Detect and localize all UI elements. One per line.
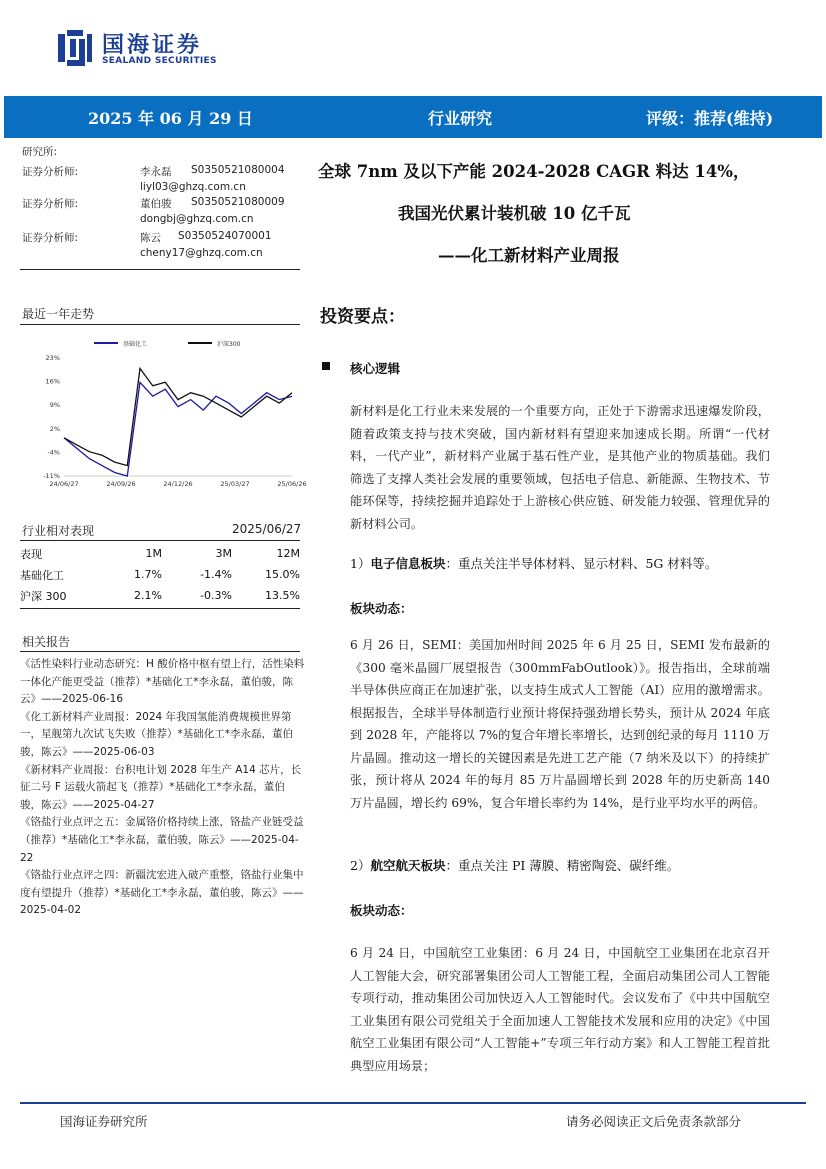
- core-logic-label: 核心逻辑: [350, 361, 401, 376]
- trend-section-title: 最近一年走势: [22, 307, 95, 321]
- divider: [20, 269, 300, 270]
- footer-divider: [20, 1102, 806, 1104]
- sector1-heading: [350, 554, 717, 572]
- sector2-name: 航空航天板块: [370, 858, 446, 873]
- logo-chinese-name: 国海证券: [102, 33, 203, 58]
- logo-english-name: SEALAND SECURITIES: [102, 56, 217, 66]
- footer-right-text: 请务必阅读正文后免责条款部分: [566, 1114, 742, 1129]
- company-logo-icon: [58, 30, 92, 66]
- table-header: 1M: [145, 547, 162, 560]
- analyst-role: 证券分析师:: [22, 166, 79, 178]
- table-cell: -0.3%: [200, 589, 232, 602]
- sector2-desc: ：重点关注 PI 薄膜、精密陶瓷、碳纤维。: [445, 858, 680, 873]
- related-report-item[interactable]: 《新材料产业周报：台积电计划 2028 年生产 A14 芯片，长征二号 F 运载火箭起飞（推荐）*基础化工*李永磊，董伯骏，陈云》——2025-04-27: [20, 763, 302, 811]
- analyst-email[interactable]: liyl03@ghzq.com.cn: [140, 181, 246, 193]
- performance-title: 行业相对表现: [22, 524, 95, 538]
- analyst-id: S0350524070001: [178, 230, 272, 242]
- performance-table: [20, 543, 300, 606]
- table-header-row: [20, 543, 300, 564]
- legend-label: 沪深300: [217, 341, 241, 348]
- x-tick-label: 24/06/27: [49, 480, 79, 488]
- header-banner: [4, 96, 822, 138]
- report-title-line1: 全球 7nm 及以下产能 2024-2028 CAGR 料达 14%，: [318, 162, 750, 181]
- y-tick-label: -11%: [43, 472, 60, 480]
- dynamics1-label: 板块动态：: [350, 601, 413, 616]
- table-cell: -1.4%: [200, 568, 232, 581]
- x-tick-label: 25/06/26: [277, 480, 307, 488]
- sector1-paragraph: 6 月 26 日，SEMI：美国加州时间 2025 年 6 月 25 日，SEMI 发布最新的《300 毫米晶圆厂展望报告（300mmFabOutlook）》。报告指出，全球前端半导体供应商正在加速扩张，以支持生成式人工智能（AI）应用的激增需求。根据报告，全球半导体制造行业预计将保持强劲增长势头，预计从 2024 年底到 2028 年，产能将以 7%的复合年增长率增长，达到创纪录的每月 1110 万片晶圆。推动这一增长的关键因素是先进工艺产能（7 纳米及以下）的持续扩张，预计将从 2024 年的每月 85 万片晶圆增长到 2028 年的历史新高 140 万片晶圆，增长约 69%，复合年增长率约为 14%，是行业平均水平的两倍。: [350, 638, 770, 810]
- dynamics2-label: 板块动态：: [350, 903, 413, 918]
- report-category: 行业研究: [428, 109, 493, 128]
- analyst-id: S0350521080009: [191, 196, 285, 208]
- series-line-1: [64, 382, 292, 476]
- y-tick-label: 23%: [45, 354, 60, 362]
- report-title-line2: 我国光伏累计装机破 10 亿千瓦: [398, 204, 631, 223]
- table-header: 3M: [215, 547, 232, 560]
- x-tick-label: 25/03/27: [220, 480, 250, 488]
- table-cell: 13.5%: [265, 589, 300, 602]
- y-tick-label: -4%: [47, 448, 60, 457]
- bullet-square-icon: [322, 362, 330, 370]
- table-cell: 1.7%: [134, 568, 162, 581]
- trend-chart: [20, 330, 307, 492]
- y-tick-label: 16%: [45, 377, 60, 386]
- related-report-item[interactable]: 《活性染料行业动态研究：H 酸价格中枢有望上行，活性染料一体化产能更受益（推荐）*基础化工*李永磊，董伯骏，陈云》——2025-06-16: [20, 658, 305, 706]
- series-line-2: [64, 368, 292, 465]
- divider: [20, 324, 300, 325]
- related-report-item[interactable]: 《化工新材料产业周报：2024 年我国氢能消费规模世界第一，星舰第九次试飞失败（推荐）*基础化工*李永磊，董伯骏，陈云》——2025-06-03: [20, 710, 293, 758]
- table-cell: 基础化工: [20, 568, 64, 582]
- legend-label: 基础化工: [123, 341, 148, 348]
- divider: [20, 540, 300, 541]
- analyst-id: S0350521080004: [191, 164, 285, 176]
- analyst-email[interactable]: cheny17@ghzq.com.cn: [140, 247, 263, 259]
- table-cell: 2.1%: [134, 589, 162, 602]
- y-tick-label: 2%: [49, 424, 60, 433]
- report-title-line3: ——化工新材料产业周报: [438, 246, 620, 265]
- analyst-role: 证券分析师:: [22, 198, 79, 210]
- report-date: 2025 年 06 月 29 日: [88, 109, 253, 128]
- table-cell: 15.0%: [265, 568, 300, 581]
- divider: [20, 651, 300, 652]
- footer-left-text: 国海证券研究所: [60, 1114, 148, 1129]
- analyst-role: 证券分析师:: [22, 232, 79, 244]
- related-report-item[interactable]: 《铬盐行业点评之四：新疆沈宏进入破产重整，铬盐行业集中度有望提升（推荐）*基础化工*李永磊，董伯骏，陈云》——2025-04-02: [20, 869, 304, 917]
- analyst-name: 陈云: [140, 232, 161, 244]
- table-cell: 沪深 300: [20, 589, 67, 603]
- sector1-number: 1）: [350, 556, 371, 571]
- related-report-item[interactable]: 《铬盐行业点评之五：金属铬价格持续上涨，铬盐产业链受益（推荐）*基础化工*李永磊，董伯骏，陈云》——2025-04-22: [20, 816, 304, 864]
- sector2-paragraph: 6 月 24 日，中国航空工业集团：6 月 24 日，中国航空工业集团在北京召开人工智能大会，研究部署集团公司人工智能工程，全面启动集团公司人工智能专项行动，推动集团公司加快迈入人工智能时代。会议发布了《中共中国航空工业集团有限公司党组关于全面加速人工智能技术发展和应用的决定》《中国航空工业集团有限公司“人工智能+”专项三年行动方案》和人工智能工程首批典型应用场景；: [350, 946, 770, 1073]
- table-header: 12M: [276, 547, 300, 560]
- table-row: [20, 585, 300, 606]
- sector1-name: 电子信息板块: [370, 556, 446, 571]
- intro-paragraph: 新材料是化工行业未来发展的一个重要方向，正处于下游需求迅速爆发阶段，随着政策支持与技术突破，国内新材料有望迎来加速成长期。所谓“一代材料，一代产业”，新材料产业属于基石性产业，是其他产业的物质基础。我们筛选了支撑人类社会发展的重要领域，包括电子信息、新能源、生物技术、节能环保等，持续挖掘并追踪处于上游核心供应链、研发能力较强、管理优异的新材料公司。: [350, 404, 770, 531]
- table-row: [20, 564, 300, 585]
- analyst-name: 李永磊: [140, 166, 172, 178]
- related-reports-title: 相关报告: [22, 635, 71, 649]
- report-rating: 评级：推荐(维持): [646, 109, 774, 128]
- x-tick-label: 24/12/26: [163, 480, 193, 488]
- section-title: 投资要点：: [320, 307, 405, 327]
- related-reports-list: [20, 656, 305, 920]
- research-institute-label: 研究所:: [22, 146, 58, 158]
- sector1-desc: ：重点关注半导体材料、显示材料、5G 材料等。: [445, 556, 718, 571]
- divider: [20, 608, 300, 609]
- table-header: 表现: [20, 547, 42, 561]
- y-tick-label: 9%: [49, 401, 60, 410]
- analyst-name: 董伯骏: [140, 198, 172, 210]
- sector2-number: 2）: [350, 858, 371, 873]
- performance-date: 2025/06/27: [232, 522, 302, 536]
- analyst-email[interactable]: dongbj@ghzq.com.cn: [140, 213, 254, 225]
- sector2-heading: [350, 856, 679, 874]
- x-tick-label: 24/09/26: [106, 480, 136, 488]
